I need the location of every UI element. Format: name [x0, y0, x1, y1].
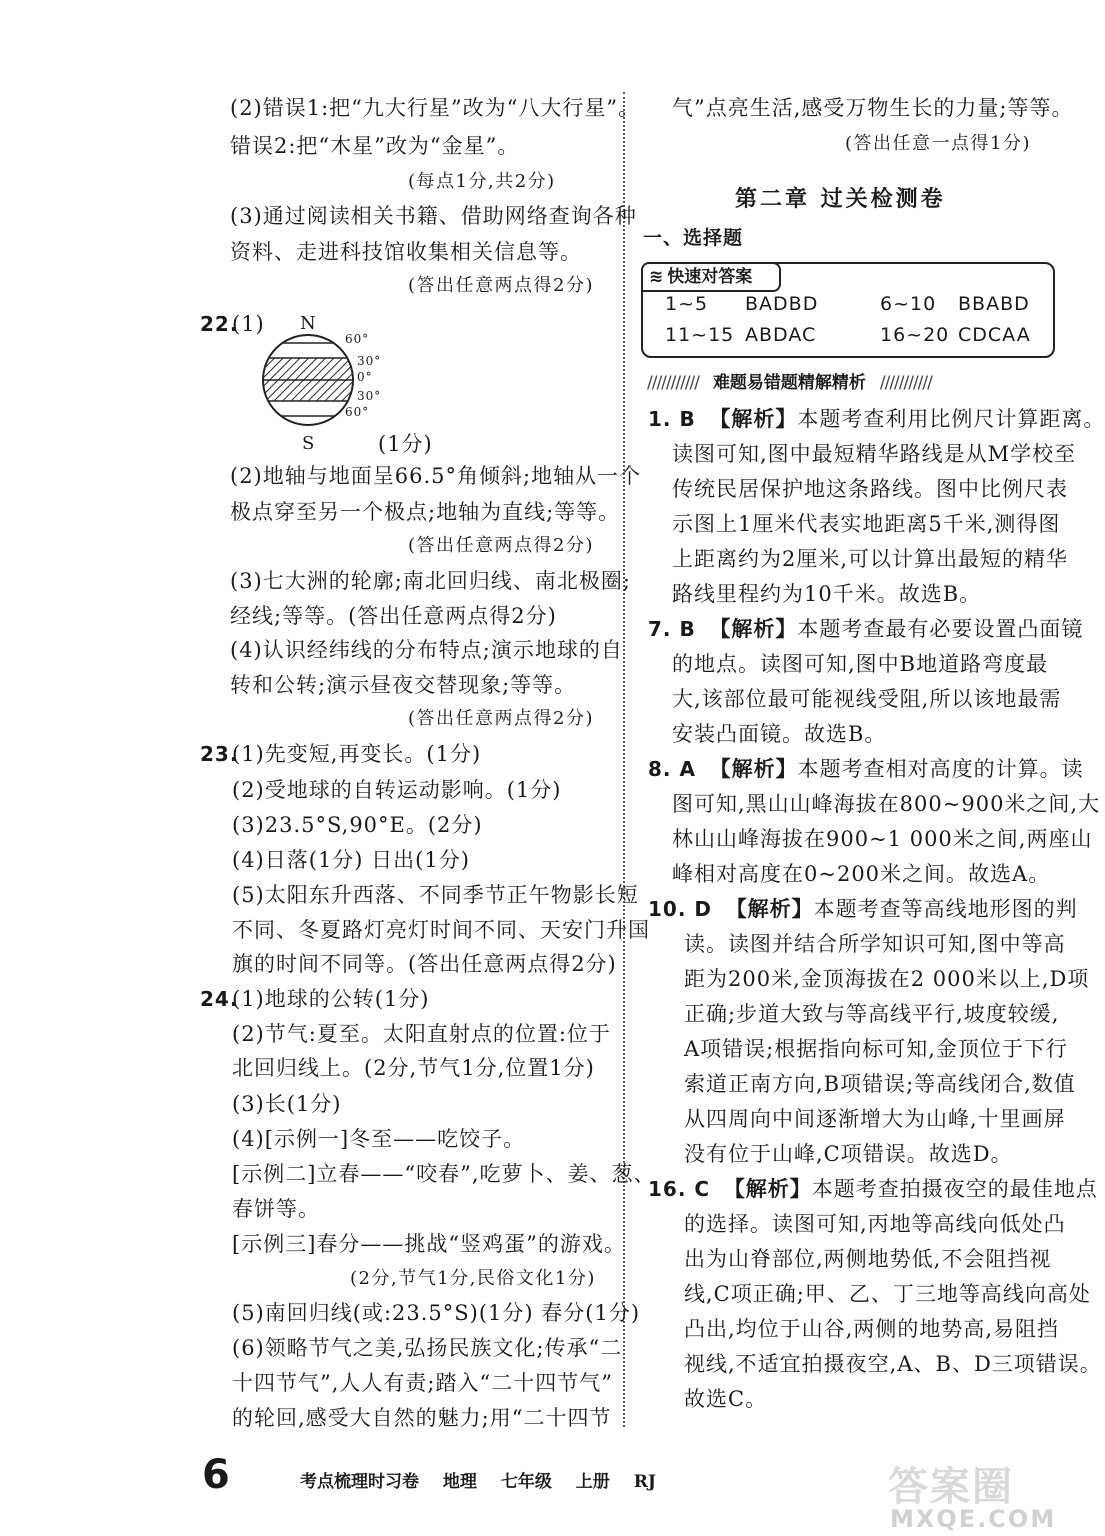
lat-30s-label: 30° [357, 389, 382, 403]
q8-tag: 【解析】 [709, 756, 798, 781]
q24-line-11: (6)领略节气之美,弘扬民族文化;传承“二 [232, 1336, 623, 1360]
q24-line-10: (5)南回归线(或:23.5°S)(1分) 春分(1分) [232, 1301, 641, 1325]
q16-label: 16. C [648, 1177, 711, 1201]
q24-line-5: (4)[示例一]冬至——吃饺子。 [232, 1127, 526, 1151]
q22-line-7: 转和公转;演示昼夜交替现象;等等。 [230, 673, 577, 697]
watermark-url: MXQE.COM [890, 1505, 1057, 1533]
q7-analysis-first-line [648, 613, 1083, 645]
footer-book: 考点梳理时习卷 [300, 1472, 419, 1492]
quick-answer-tab [641, 262, 781, 292]
q10-line-6: 索道正南方向,B项错误;等高线闭合,数值 [684, 1072, 1076, 1096]
q8-label: 8. A [648, 757, 696, 781]
q10-line-5: A项错误;根据指向标可知,金顶位于下行 [684, 1037, 1068, 1061]
q10-line-8: 没有位于山峰,C项错误。故选D。 [684, 1142, 1013, 1166]
q22-line-5: 经线;等等。(答出任意两点得2分) [230, 604, 557, 628]
q1-tag: 【解析】 [709, 406, 798, 431]
q23-line-7: 旗的时间不同等。(答出任意两点得2分) [232, 952, 617, 976]
q16-line-7: 故选C。 [684, 1387, 768, 1411]
q10-label: 10. D [648, 897, 712, 921]
q1-line-1: 本题考查利用比例尺计算距离。 [797, 407, 1105, 431]
q24-line-12: 十四节气”,人人有责;踏入“二十四节气” [232, 1371, 613, 1395]
q7-line-1: 本题考查最有必要设置凸面镜 [797, 617, 1084, 641]
q24-line-4: (3)长(1分) [232, 1092, 342, 1116]
answer-range-3: 11~15 [665, 324, 735, 346]
q10-analysis-first-line [648, 893, 1078, 925]
q7-line-4: 安装凸面镜。故选B。 [672, 722, 887, 746]
lat-0-label: 0° [357, 370, 373, 384]
q16-line-6: 视线,不适宜拍摄夜空,A、B、D三项错误。 [684, 1352, 1102, 1376]
footer-edition: RJ [633, 1472, 656, 1492]
watermark-logo: 答案圈 [888, 1464, 1014, 1510]
q21-line-2: 错误2:把“木星”改为“金星”。 [230, 134, 520, 158]
q16-line-5: 凸出,均位于山谷,两侧的地势高,易阻挡 [684, 1317, 1060, 1341]
q21-line-4: (3)通过阅读相关书籍、借助网络查询各种 [230, 204, 637, 228]
q22-line-2: 极点穿至另一个极点;地轴为直线;等等。 [230, 500, 621, 524]
banner-title: 难题易错题精解精析 [712, 373, 866, 393]
q22-score-3: (答出任意两点得2分) [408, 708, 594, 729]
q24-line-6: [示例二]立春——“咬春”,吃萝卜、姜、葱、 [232, 1162, 656, 1186]
q8-line-4: 峰相对高度在0~200米之间。故选A。 [672, 862, 1051, 886]
q16-tag: 【解析】 [723, 1176, 812, 1201]
q10-line-2: 读。读图并结合所学知识可知,图中等高 [684, 932, 1066, 956]
lat-60s-label: 60° [345, 405, 370, 419]
section-heading: 一、选择题 [643, 227, 744, 249]
answer-value-4: CDCAA [958, 324, 1031, 346]
q22-line-4: (3)七大洲的轮廓;南北回归线、南北极圈; [230, 569, 631, 593]
analysis-banner [647, 368, 932, 393]
q10-line-3: 距为200米,金顶海拔在2 000米以上,D项 [684, 967, 1090, 991]
q7-line-2: 的地点。读图可知,图中B地道路弯度最 [672, 652, 1049, 676]
q21-score-1: (每点1分,共2分) [408, 171, 556, 192]
q23-line-1: (1)先变短,再变长。(1分) [232, 742, 482, 766]
q21-line-1: (2)错误1:把“九大行星”改为“八大行星”。 [230, 96, 641, 120]
q24-line-7: 春饼等。 [232, 1197, 320, 1221]
q24-number: 24. [200, 987, 239, 1011]
answer-value-3: ABDAC [745, 324, 817, 346]
q22-line-6: (4)认识经纬线的分布特点;演示地球的自 [230, 638, 623, 662]
q24-line-13: 的轮回,感受大自然的魅力;用“二十四节 [232, 1406, 612, 1430]
lat-60n-label: 60° [345, 332, 370, 346]
banner-deco-left: /////////// [647, 373, 700, 393]
q21-score-2: (答出任意两点得2分) [408, 275, 594, 296]
q24-line-1: (1)地球的公转(1分) [232, 987, 430, 1011]
q1-line-4: 示图上1厘米代表实地距离5千米,测得图 [672, 512, 1061, 536]
q23-line-6: 不同、冬夏路灯亮灯时间不同、天安门升国 [232, 918, 650, 942]
answer-range-2: 6~10 [880, 293, 937, 315]
q1-line-3: 传统民居保护地这条路线。图中比例尺表 [672, 477, 1068, 501]
q23-number: 23. [200, 742, 239, 766]
chapter-title: 第二章 过关检测卷 [735, 187, 946, 212]
q8-analysis-first-line [648, 753, 1084, 785]
q24-continued-score: (答出任意一点得1分) [845, 133, 1031, 154]
footer-info [300, 1467, 674, 1492]
q16-line-2: 的选择。读图可知,丙地等高线向低处凸 [684, 1212, 1066, 1236]
q8-line-1: 本题考查相对高度的计算。读 [797, 757, 1084, 781]
q23-line-5: (5)太阳东升西落、不同季节正午物影长短 [232, 883, 639, 907]
q22-score-2: (答出任意两点得2分) [408, 535, 594, 556]
q24-line-8: [示例三]春分——挑战“竖鸡蛋”的游戏。 [232, 1232, 626, 1256]
q22-score-1: (1分) [378, 432, 433, 456]
q10-line-1: 本题考查等高线地形图的判 [813, 897, 1078, 921]
q7-line-3: 大,该部位最可能视线受阻,所以该地最需 [672, 687, 1062, 711]
q7-label: 7. B [648, 617, 696, 641]
wave-icon: ≋ [649, 267, 664, 287]
q16-line-4: 线,C项正确;甲、乙、丁三地等高线向高处 [684, 1282, 1091, 1306]
q10-line-4: 正确;步道大致与等高线平行,坡度较缓, [684, 1002, 1060, 1026]
q8-line-3: 林山山峰海拔在900~1 000米之间,两座山 [672, 827, 1093, 851]
q16-analysis-first-line [648, 1173, 1098, 1205]
q1-line-5: 上距离约为2厘米,可以计算出最短的精华 [672, 547, 1069, 571]
q16-line-1: 本题考查拍摄夜空的最佳地点 [811, 1177, 1098, 1201]
q1-label: 1. B [648, 407, 696, 431]
globe-north-label: N [300, 313, 317, 334]
page-number: 6 [202, 1452, 230, 1498]
q22-line-1: (2)地轴与地面呈66.5°角倾斜;地轴从一个 [230, 464, 642, 488]
q22-number: 22. [200, 312, 239, 336]
q16-line-3: 出为山脊部位,两侧地势低,不会阻挡视 [684, 1247, 1052, 1271]
quick-answer-title: 快速对答案 [667, 267, 753, 287]
q23-line-3: (3)23.5°S,90°E。(2分) [232, 813, 483, 837]
banner-deco-right: /////////// [879, 373, 932, 393]
answer-range-4: 16~20 [880, 324, 950, 346]
column-divider [623, 92, 625, 1427]
answer-range-1: 1~5 [665, 293, 709, 315]
footer-subject: 地理 [442, 1472, 477, 1492]
q23-line-2: (2)受地球的自转运动影响。(1分) [232, 778, 562, 802]
q1-line-6: 路线里程约为10千米。故选B。 [672, 582, 982, 606]
answer-value-1: BADBD [745, 293, 819, 315]
q21-line-5: 资料、走进科技馆收集相关信息等。 [230, 240, 582, 264]
q8-line-2: 图可知,黑山山峰海拔在800~900米之间,大 [672, 792, 1101, 816]
globe-south-label: S [302, 433, 316, 454]
watermark [880, 1455, 1064, 1536]
q24-line-2: (2)节气:夏至。太阳直射点的位置:位于 [232, 1022, 611, 1046]
lat-30n-label: 30° [357, 354, 382, 368]
q1-analysis-first-line [648, 403, 1105, 435]
q10-tag: 【解析】 [725, 896, 814, 921]
q24-score: (2分,节气1分,民俗文化1分) [350, 1268, 596, 1289]
q24-line-3: 北回归线上。(2分,节气1分,位置1分) [232, 1056, 595, 1080]
q7-tag: 【解析】 [709, 616, 798, 641]
q10-line-7: 从四周向中间逐渐增大为山峰,十里画屏 [684, 1107, 1066, 1131]
q24-continued-line: 气”点亮生活,感受万物生长的力量;等等。 [672, 96, 1074, 120]
footer-grade: 七年级 [500, 1472, 552, 1492]
q23-line-4: (4)日落(1分) 日出(1分) [232, 848, 470, 872]
q1-line-2: 读图可知,图中最短精华路线是从M学校至 [672, 442, 1077, 466]
footer-volume: 上册 [575, 1472, 610, 1492]
q22-part-1: (1) [232, 312, 265, 336]
answer-value-2: BBABD [958, 293, 1030, 315]
